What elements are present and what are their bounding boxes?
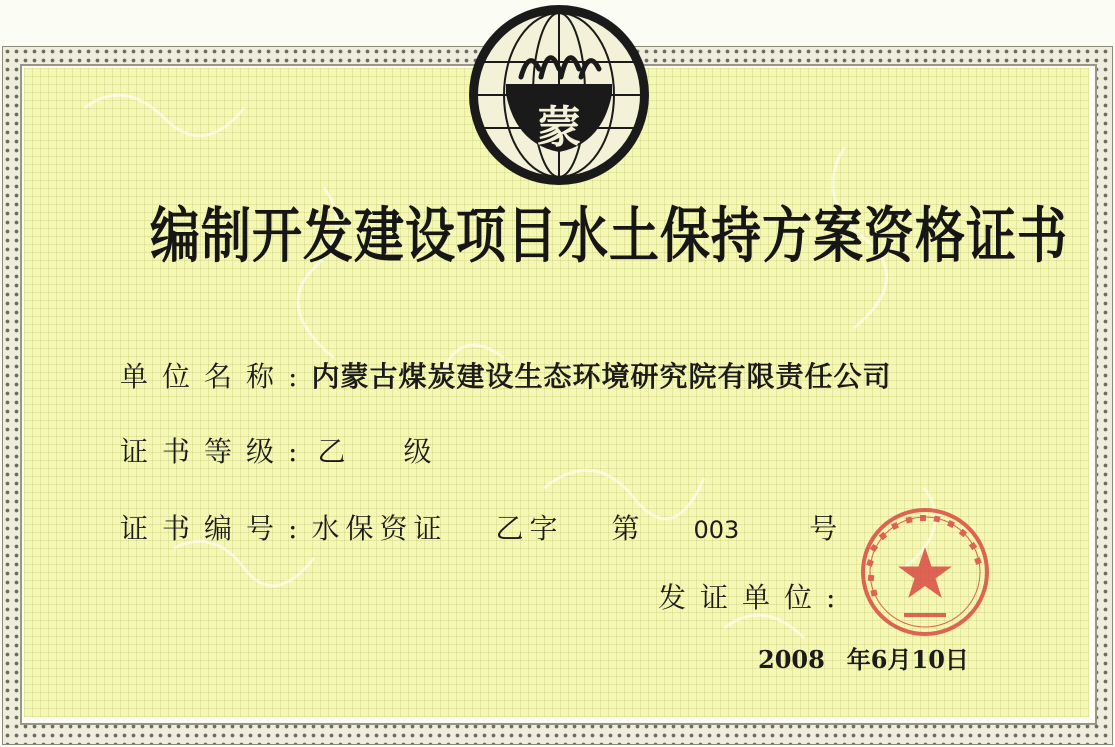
grade-value: 乙级: [317, 435, 490, 468]
number-suffix: 号: [809, 512, 838, 545]
number-class: 乙字: [495, 512, 564, 545]
issue-date: [758, 640, 969, 675]
seal-star-icon: [898, 547, 952, 598]
emblem-logo: [466, 2, 652, 188]
number-prefix: 水保资证: [311, 512, 448, 545]
number-row: [120, 507, 837, 547]
date-month: 6: [870, 645, 888, 674]
unit-name-value: 内蒙古煤炭建设生态环境研究院有限责任公司: [311, 360, 892, 393]
unit-name-row: [120, 355, 891, 395]
date-month-char: 月: [887, 645, 912, 674]
grade-label: 证书等级:: [120, 435, 312, 468]
number-label: 证书编号:: [120, 512, 312, 545]
date-year-char: 年: [846, 645, 871, 674]
date-day-char: 日: [944, 645, 969, 674]
date-day: 10: [911, 645, 945, 674]
date-year: 2008: [758, 645, 825, 674]
certificate-title: 编制开发建设项目水土保持方案资格证书: [150, 201, 1068, 271]
grade-row: [120, 430, 489, 470]
official-seal: [858, 505, 992, 639]
number-code: 003: [693, 516, 740, 544]
issuer-label: 发证单位:: [658, 581, 850, 614]
emblem-character: 蒙: [537, 102, 581, 153]
issuer-row: [658, 576, 849, 616]
number-ordinal: 第: [611, 512, 640, 545]
unit-name-label: 单位名称:: [120, 360, 312, 393]
